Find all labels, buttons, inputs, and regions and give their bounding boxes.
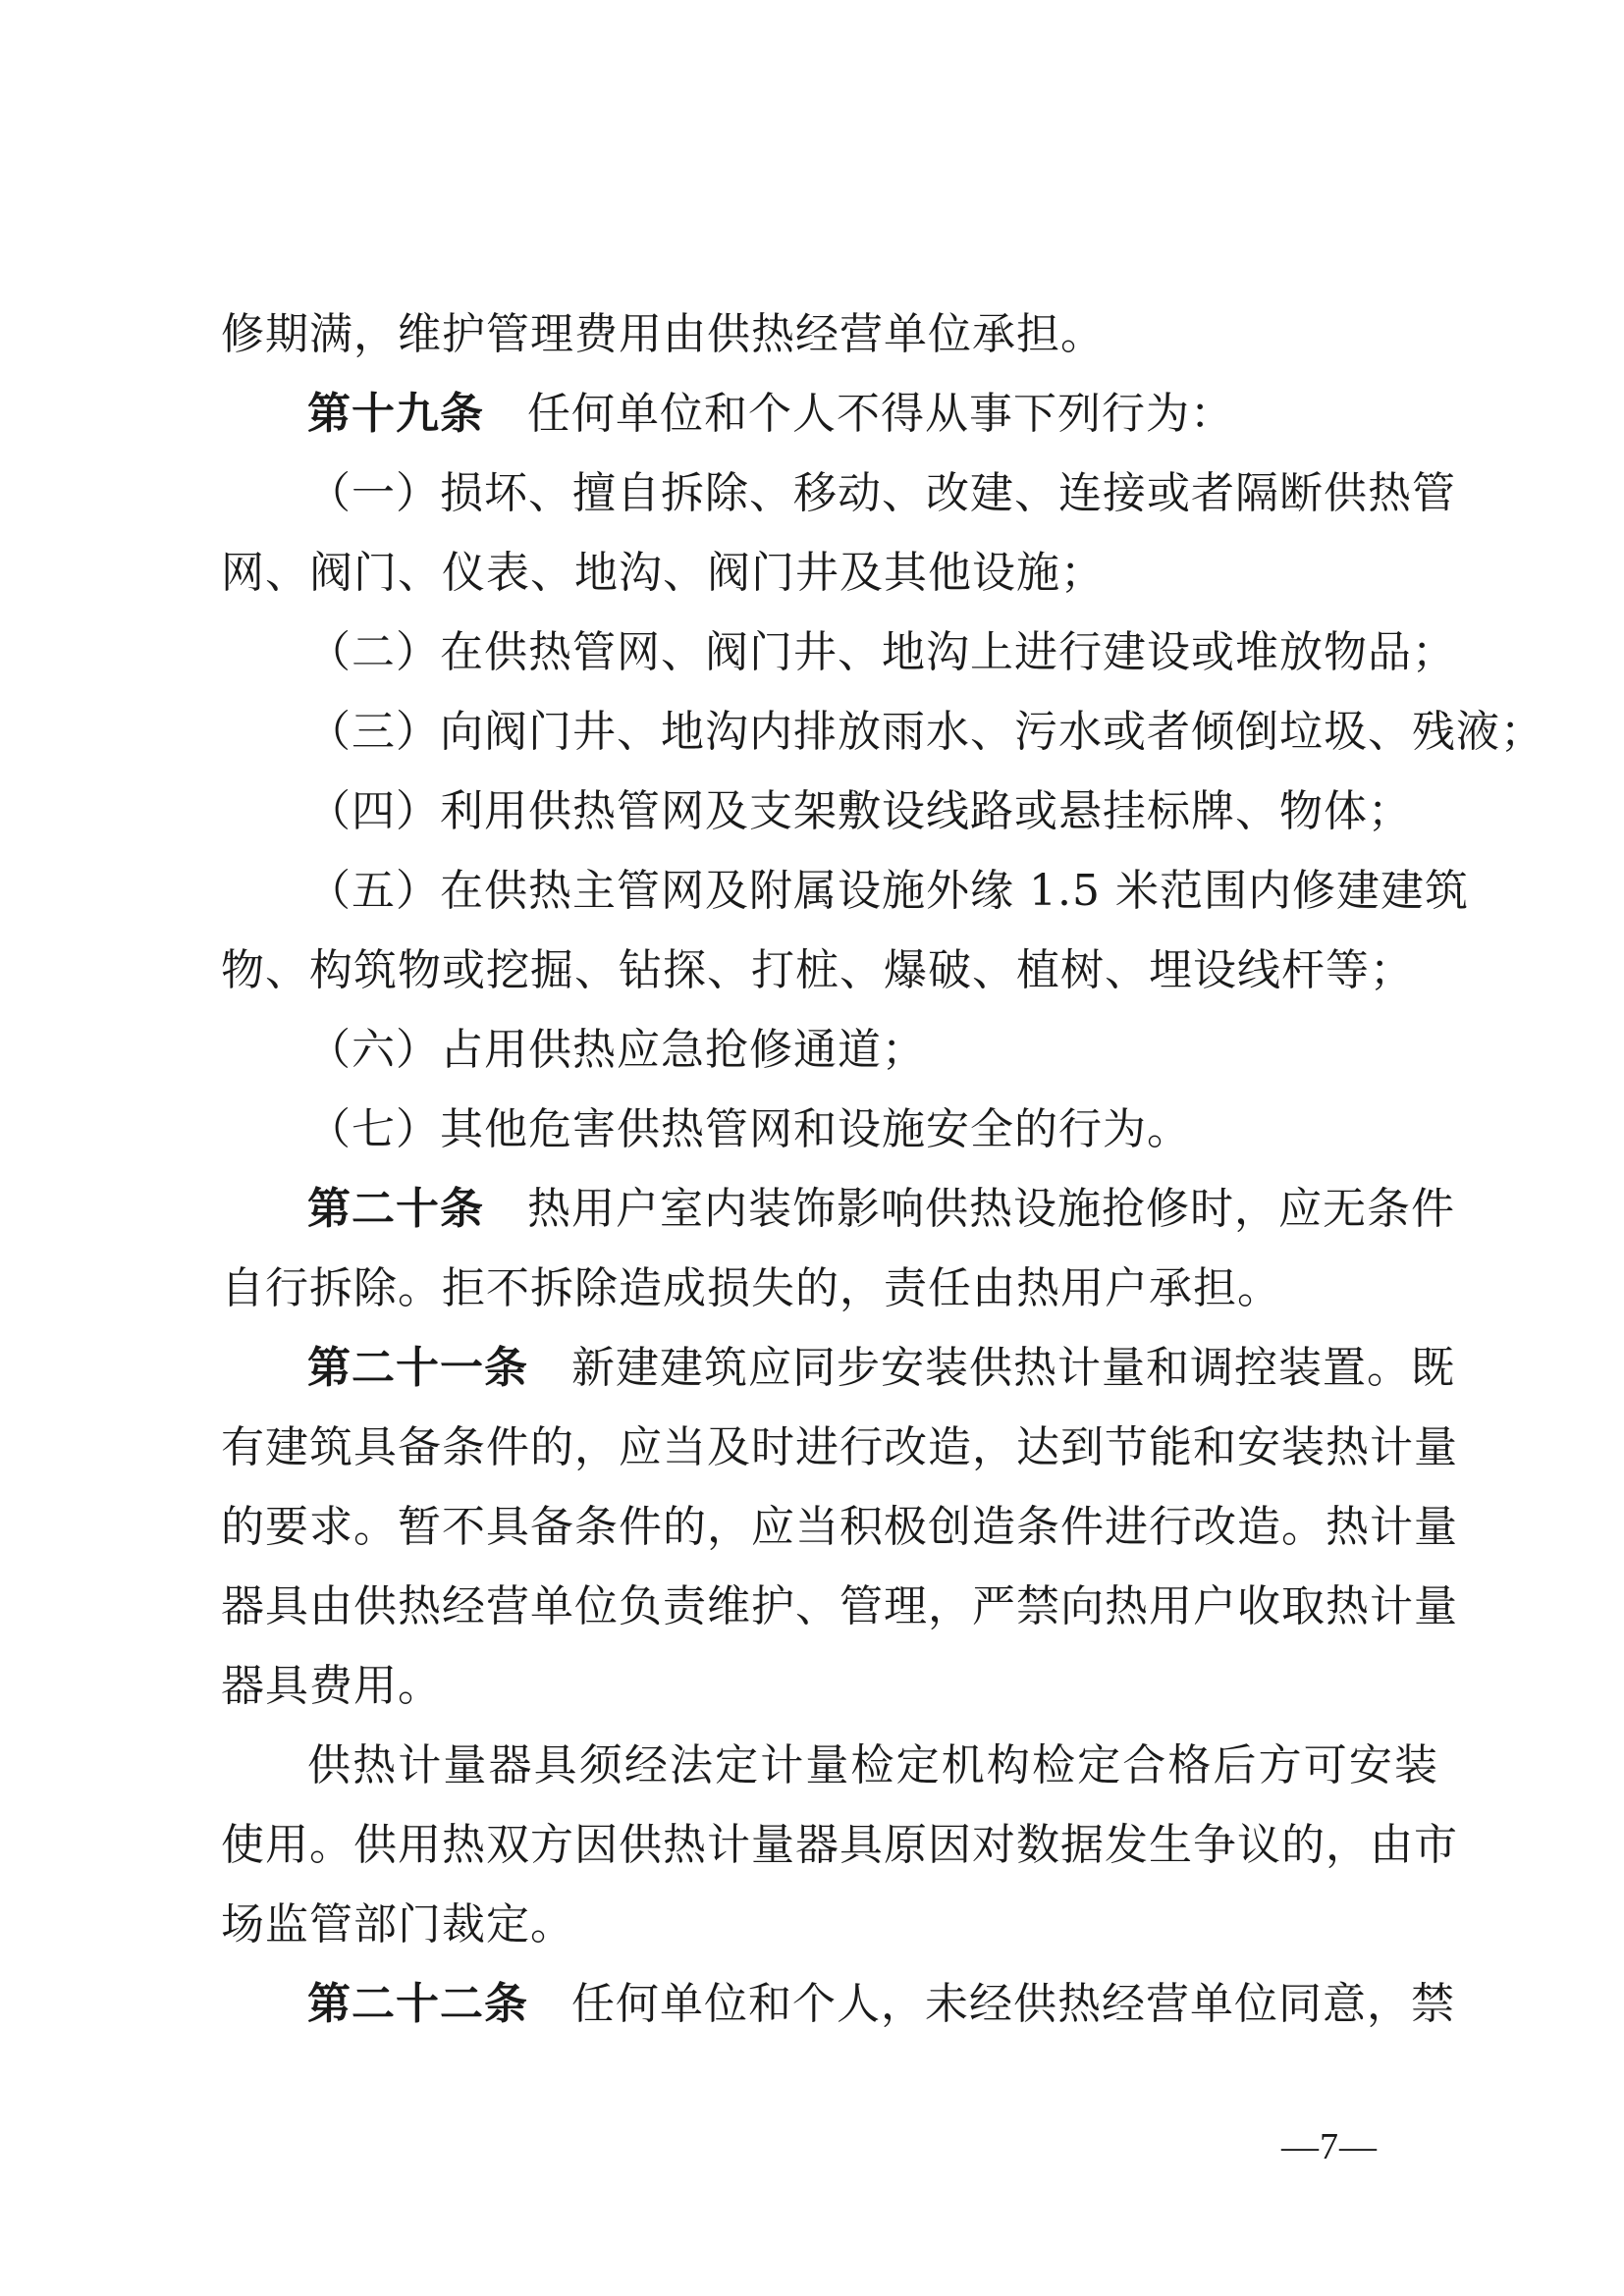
paragraph-line: 使用。供用热双方因供热计量器具原因对数据发生争议的，由市 (221, 1820, 1458, 1870)
list-item-line: （四）利用供热管网及支架敷设线路或悬挂标牌、物体； (307, 786, 1412, 836)
article-20-line (221, 1169, 1455, 1249)
article-heading: 第二十一条 (307, 1343, 528, 1393)
paragraph-line: 器具由供热经营单位负责维护、管理，严禁向热用户收取热计量 (221, 1581, 1458, 1631)
article-22-line (221, 1964, 1455, 2044)
paragraph-line: 自行拆除。拒不拆除造成损失的，责任由热用户承担。 (221, 1263, 1281, 1313)
list-item-line: （一）损坏、擅自拆除、移动、改建、连接或者隔断供热管 (307, 468, 1456, 518)
list-item-line: （二）在供热管网、阀门井、地沟上进行建设或堆放物品； (307, 627, 1456, 677)
paragraph-line: 器具费用。 (221, 1661, 442, 1711)
article-heading: 第二十二条 (307, 1979, 528, 2029)
paragraph-text: 任何单位和个人不得从事下列行为： (527, 389, 1234, 439)
list-item-line: （三）向阀门井、地沟内排放雨水、污水或者倾倒垃圾、残液； (307, 707, 1544, 757)
paragraph-line: 场监管部门裁定。 (221, 1899, 574, 1949)
list-item-line: 网、阀门、仪表、地沟、阀门井及其他设施； (221, 548, 1105, 598)
article-heading: 第十九条 (307, 389, 484, 439)
list-item-line: 物、构筑物或挖掘、钻探、打桩、爆破、植树、埋设线杆等； (221, 945, 1414, 995)
page-number: —7— (1281, 2126, 1378, 2167)
paragraph-line: 供热计量器具须经法定计量检定机构检定合格后方可安装 (307, 1740, 1438, 1790)
paragraph-line: 的要求。暂不具备条件的，应当积极创造条件进行改造。热计量 (221, 1502, 1458, 1552)
paragraph-line: 修期满，维护管理费用由供热经营单位承担。 (221, 309, 1105, 359)
article-21-line (221, 1328, 1455, 1408)
article-heading: 第二十条 (307, 1184, 484, 1234)
paragraph-line: 有建筑具备条件的，应当及时进行改造，达到节能和安装热计量 (221, 1422, 1458, 1472)
document-body (221, 294, 1544, 2044)
paragraph-text: 新建建筑应同步安装供热计量和调控装置。既 (571, 1343, 1455, 1393)
paragraph-text: 热用户室内装饰影响供热设施抢修时，应无条件 (527, 1184, 1455, 1234)
list-item-line: （七）其他危害供热管网和设施安全的行为。 (307, 1104, 1191, 1154)
list-item-line: （五）在供热主管网及附属设施外缘 1.5 米范围内修建建筑 (307, 866, 1469, 916)
paragraph-text: 任何单位和个人，未经供热经营单位同意，禁 (571, 1979, 1455, 2029)
list-item-line: （六）占用供热应急抢修通道； (307, 1025, 926, 1075)
article-19-line (221, 374, 1438, 454)
